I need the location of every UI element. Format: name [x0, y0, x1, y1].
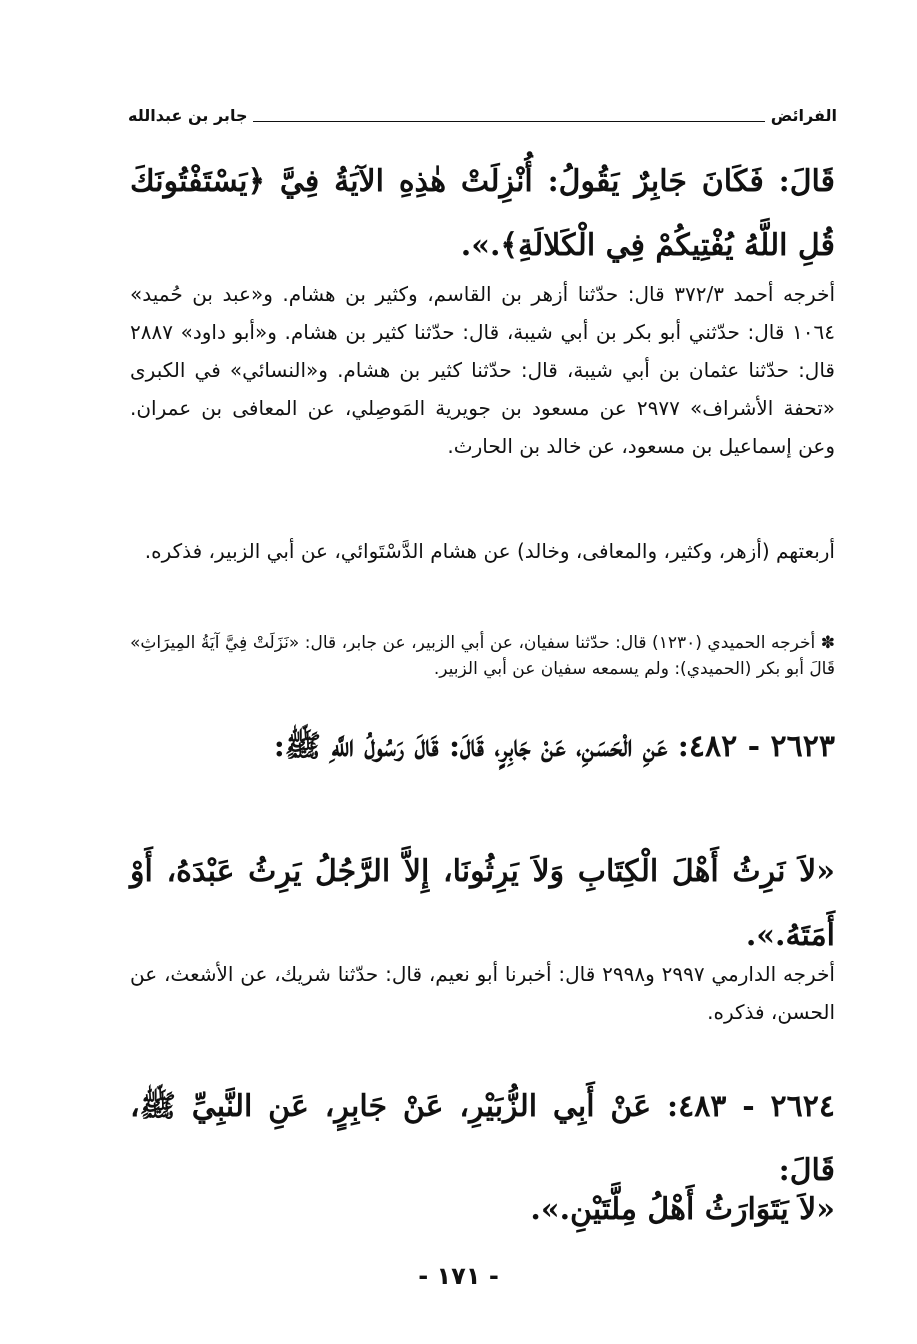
narrator-name: جابر بن عبدالله [128, 105, 248, 125]
hadith-2623-matn: «لاَ نَرِثُ أَهْلَ الْكِتَابِ وَلاَ يَرِثُونَا، إِلاَّ الرَّجُلُ يَرِثُ عَبْدَهُ، أَوْ أَمَتَهُ.». [130, 854, 835, 953]
hadith-text-continuation: قَالَ: فَكَانَ جَابِرٌ يَقُولُ: أُنْزِلَتْ هٰذِهِ الآيَةُ فِيَّ ﴿يَسْتَفْتُونَكَ قُلِ اللَّهُ يُفْتِيكُمْ فِي الْكَلالَةِ﴾.». [130, 164, 835, 263]
chapter-title: الفرائض [770, 105, 837, 125]
header-rule [253, 109, 764, 122]
page-number: - ١٧١ - [418, 1262, 499, 1290]
takhrij-paragraph-ahmad: أخرجه أحمد ٣٧٢/٣ قال: حدّثنا أزهر بن القاسم، وكثير بن هشام. و«عبد بن حُميد» ١٠٦٤ قال: حدّثني أبو بكر بن أبي شيبة، قال: حدّثنا كثير بن هشام. و«أبو داود» ٢٨٨٧ قال: حدّثنا عثمان بن أبي شيبة، قال: حدّثنا كثير بن هشام. و«النسائي» في الكبرى «تحفة الأشراف» ٢٩٧٧ عن مسعود بن جويرية المَوصِلي، عن المعافى بن عمران. وعن إسماعيل بن مسعود، عن خالد بن الحارث. [130, 282, 835, 458]
takhrij-darimi: أخرجه الدارمي ٢٩٩٧ و٢٩٩٨ قال: أخبرنا أبو نعيم، قال: حدّثنا شريك، عن الأشعث، عن الحسن، فذكره. [130, 962, 835, 1024]
footnote-humaydi: ✽ أخرجه الحميدي (١٢٣٠) قال: حدّثنا سفيان، عن أبي الزبير، عن جابر، قال: «نَزَلَتْ فِيَّ آيَةُ المِيرَاثِ» قَالَ أبو بكر (الحميدي): ولم يسمعه سفيان عن أبي الزبير. [130, 633, 836, 679]
hadith-2623-heading: ٢٦٢٣ - ٤٨٢: عَنِ الْحَسَنِ، عَنْ جَابِرٍ، قَالَ: قَالَ رَسُولُ اللَّهِ ﷺ: [273, 729, 835, 764]
takhrij-paragraph-summary: أربعتهم (أزهر، وكثير، والمعافى، وخالد) عن هشام الدَّسْتَوائي، عن أبي الزبير، فذكره. [144, 539, 835, 563]
hadith-2624-heading: ٢٦٢٤ - ٤٨٣: عَنْ أَبِي الزُّبَيْرِ، عَنْ جَابِرٍ، عَنِ النَّبِيِّ ﷺ، قَالَ: [130, 1089, 835, 1188]
running-header [128, 98, 837, 132]
hadith-2624-matn: «لاَ يَتَوَارَثُ أَهْلُ مِلَّتَيْنِ.». [530, 1192, 835, 1227]
